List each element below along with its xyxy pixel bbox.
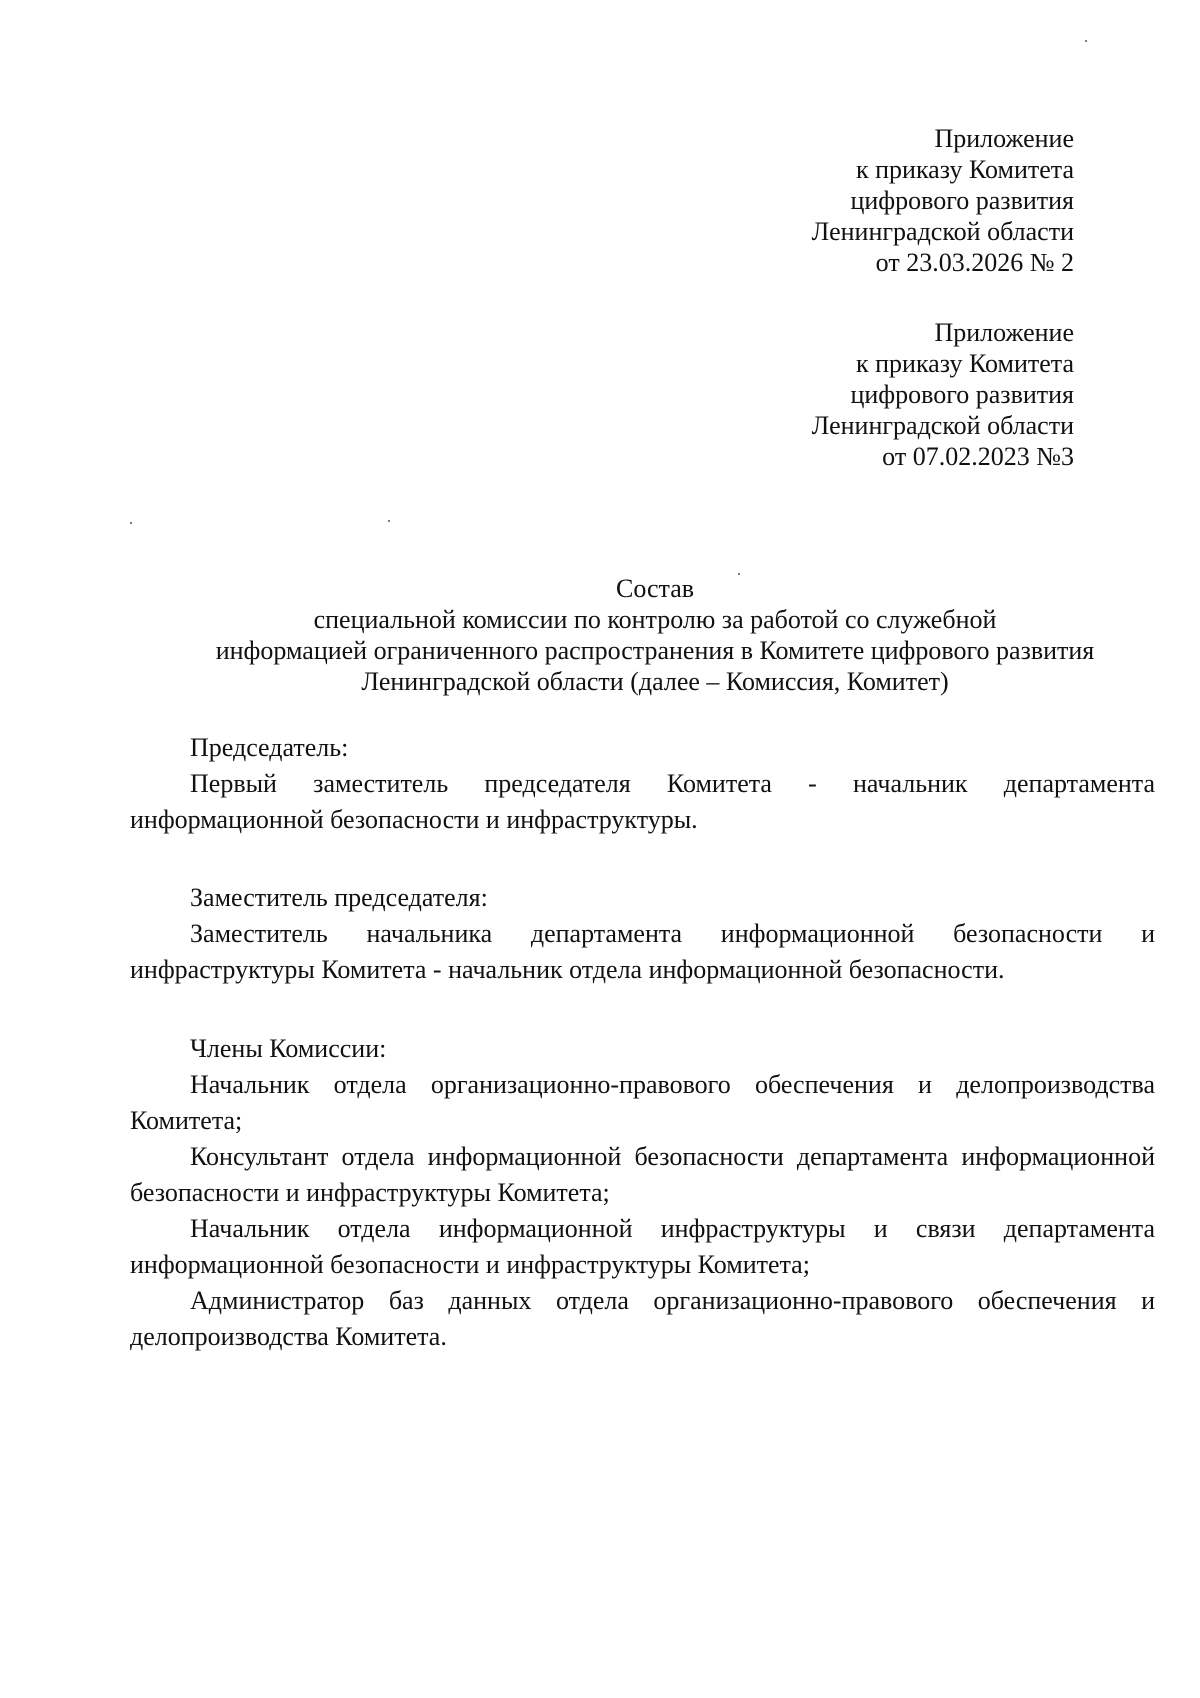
annex-line: Ленинградской области (811, 217, 1074, 246)
annex-line: Ленинградской области (811, 411, 1074, 440)
deputy-heading: Заместитель председателя: (190, 883, 488, 912)
scan-speck (738, 573, 740, 575)
member-item: Консультант отдела информационной безопасности департамента информационной безопасности и инфраструктуры Комитета; (130, 1142, 1155, 1207)
annex-header-current (654, 123, 1074, 278)
deputy-section (130, 880, 1155, 988)
annex-date-number: от 07.02.2023 №3 (882, 442, 1074, 471)
member-item: Администратор баз данных отдела организационно-правового обеспечения и делопроизводства Комитета. (130, 1286, 1155, 1351)
chairman-heading: Председатель: (190, 733, 349, 762)
chairman-text: Первый заместитель председателя Комитета - начальник департамента информационной безопасности и инфраструктуры. (130, 769, 1155, 834)
annex-line: цифрового развития (850, 380, 1074, 409)
members-heading: Члены Комиссии: (190, 1034, 387, 1063)
scan-speck (130, 522, 132, 524)
members-section (130, 1031, 1155, 1355)
annex-date-number: от 23.03.2026 № 2 (875, 248, 1074, 277)
annex-line: цифрового развития (850, 186, 1074, 215)
annex-header-original (654, 317, 1074, 472)
document-title (130, 573, 1180, 697)
title-line: специальной комиссии по контролю за работой со служебной (313, 605, 997, 634)
member-item: Начальник отдела организационно-правового обеспечения и делопроизводства Комитета; (130, 1070, 1155, 1135)
scan-speck (1085, 40, 1087, 42)
chairman-section (130, 730, 1155, 838)
annex-line: Приложение (934, 318, 1074, 347)
member-item: Начальник отдела информационной инфраструктуры и связи департамента информационной безопасности и инфраструктуры Комитета; (130, 1214, 1155, 1279)
title-line: информацией ограниченного распространения в Комитете цифрового развития (215, 636, 1095, 665)
deputy-text: Заместитель начальника департамента информационной безопасности и инфраструктуры Комитета - начальник отдела информационной безопасности. (130, 919, 1155, 984)
annex-line: к приказу Комитета (855, 155, 1074, 184)
title-line: Ленинградской области (далее – Комиссия, Комитет) (361, 667, 949, 696)
annex-line: Приложение (934, 124, 1074, 153)
scan-speck (388, 520, 390, 522)
annex-line: к приказу Комитета (855, 349, 1074, 378)
title-line: Состав (615, 574, 695, 603)
